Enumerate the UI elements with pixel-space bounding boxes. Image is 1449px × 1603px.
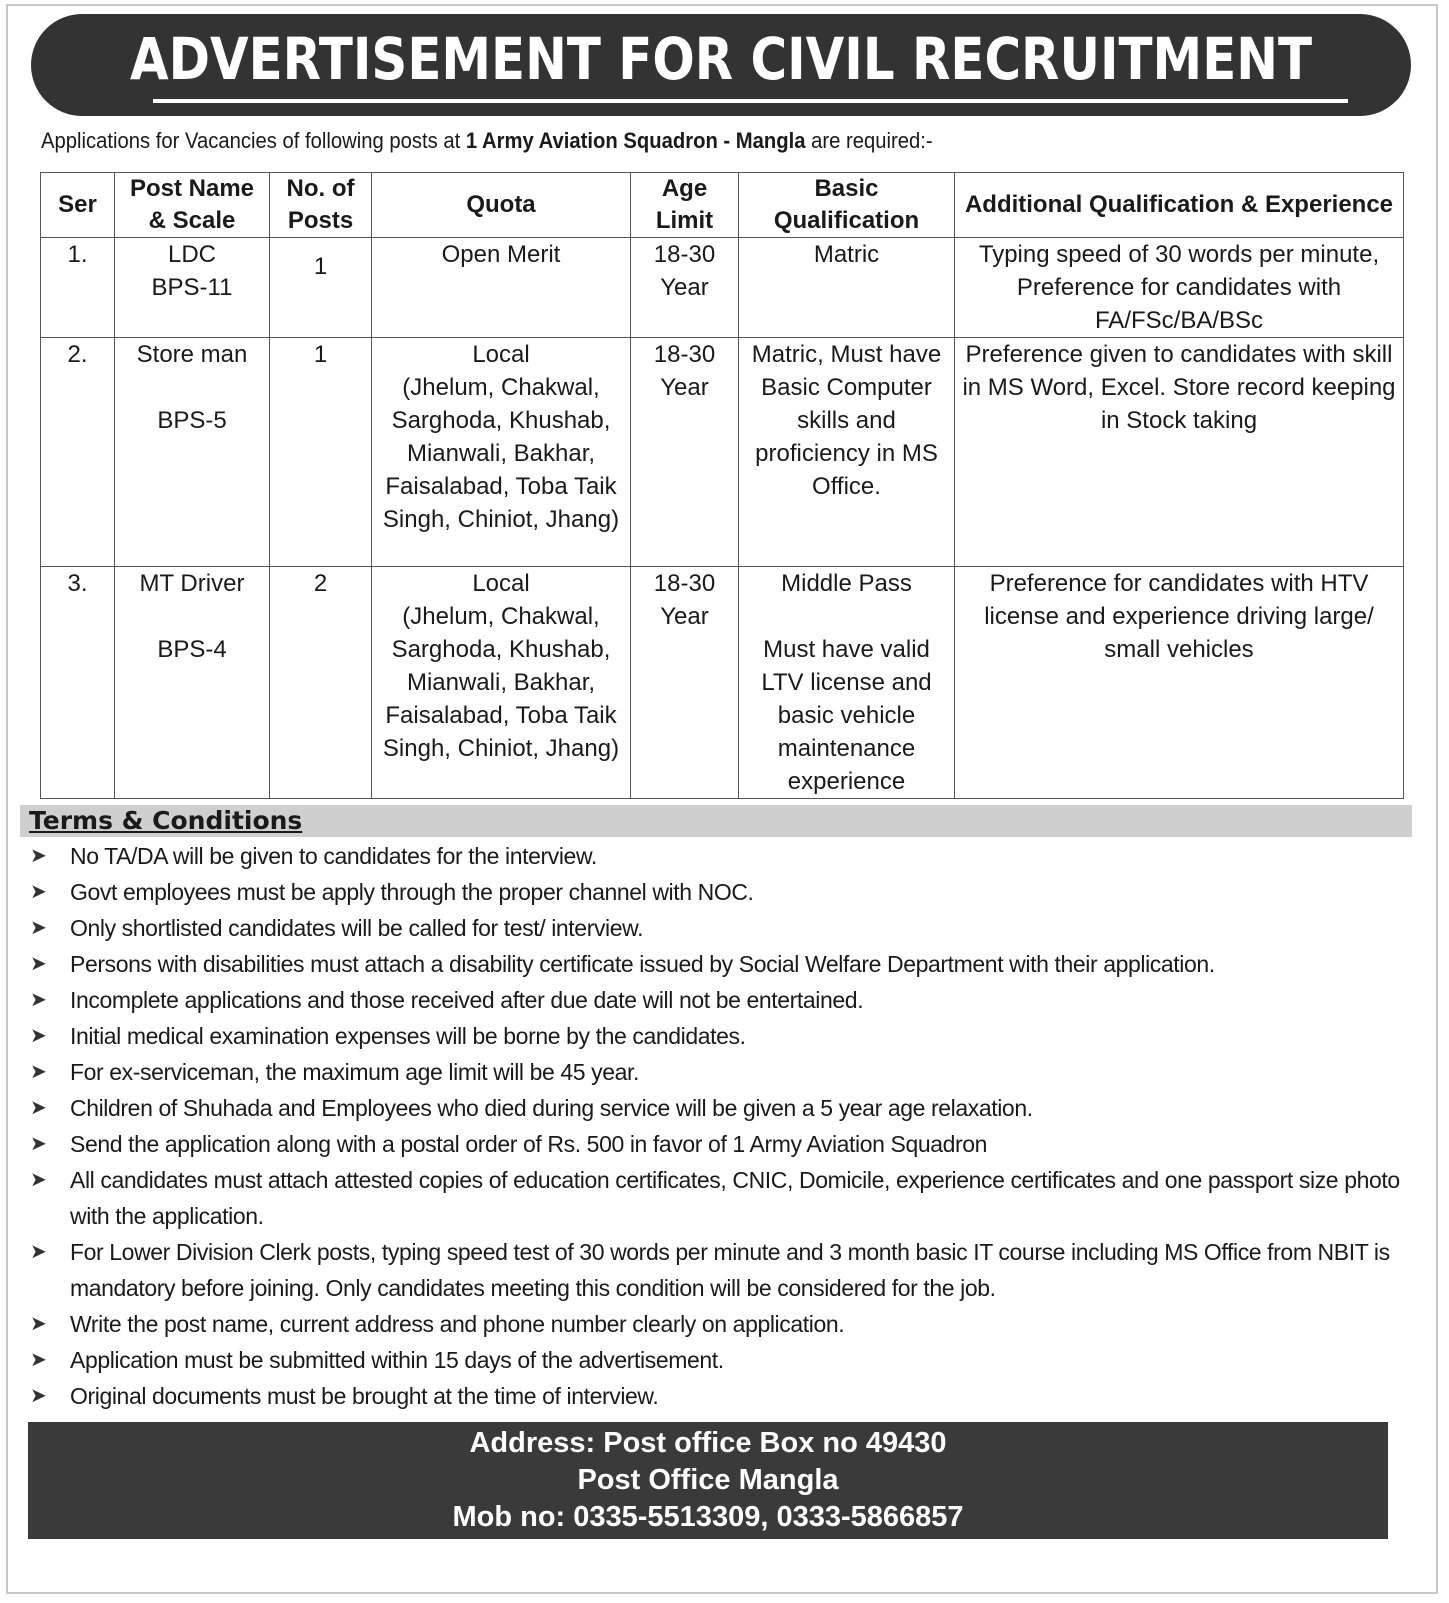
term-text: All candidates must attach attested copies of education certificates, CNIC, Domicile, experience certificates and one passport size photo with the application. [70,1167,1400,1229]
list-item [28,838,1408,874]
intro-suffix: are required:- [805,128,933,153]
cell-ser [41,338,115,567]
terms-list [28,838,1408,1414]
cell-age [631,338,739,567]
cell-ser [41,567,115,799]
arrowhead-bullet-icon: ➤ [30,1133,47,1155]
arrowhead-bullet-icon: ➤ [30,1241,47,1263]
cell-posts [270,238,372,338]
intro-unit: 1 Army Aviation Squadron - Mangla [465,128,806,153]
table-row [41,338,1404,567]
list-item [28,1090,1408,1126]
header-additional-qualification: Additional Qualification & Experience [955,173,1404,238]
list-item [28,946,1408,982]
arrowhead-bullet-icon: ➤ [30,1385,47,1407]
ser-text: 1. [67,241,88,268]
term-text: For Lower Division Clerk posts, typing speed test of 30 words per minute and 3 month basic IT course including MS Office from NBIT is mandatory before joining. Only candidates meeting this condition will be considered for the job. [70,1239,1390,1301]
cell-additional [955,567,1404,799]
list-item [28,1306,1408,1342]
age-text: 18-30 Year [653,570,716,630]
terms-title: Terms & Conditions [29,806,303,835]
header-quota: Quota [372,173,631,238]
cell-additional [955,238,1404,338]
posts-text: 1 [313,253,328,280]
cell-quota [372,567,631,799]
basic-text: Matric [813,241,880,268]
term-text: Persons with disabilities must attach a disability certificate issued by Social Welfare Department with their application. [70,951,1215,977]
cell-quota [372,238,631,338]
list-item [28,1342,1408,1378]
post-text: Store man BPS-5 [136,341,248,434]
posts-text: 2 [313,570,328,597]
arrowhead-bullet-icon: ➤ [30,1097,47,1119]
page-title: ADVERTISEMENT FOR CIVIL RECRUITMENT [129,25,1313,93]
quota-text: Local (Jhelum, Chakwal, Sarghoda, Khushab, Mianwali, Bakhar, Faisalabad, Toba Taik Singh, Chiniot, Jhang) [382,570,620,762]
arrowhead-bullet-icon: ➤ [30,845,47,867]
quota-text: Open Merit [441,241,561,268]
additional-text: Preference for candidates with HTV license and experience driving large/ small vehicles [984,570,1374,663]
cell-posts [270,567,372,799]
vacancy-table [40,172,1404,799]
term-text: Original documents must be brought at the time of interview. [70,1383,659,1409]
header-ser: Ser [41,173,115,238]
ser-text: 3. [67,570,88,597]
post-text: LDC BPS-11 [151,241,233,301]
cell-age [631,567,739,799]
cell-post [115,567,270,799]
term-text: No TA/DA will be given to candidates for the interview. [70,843,597,869]
cell-additional [955,338,1404,567]
title-underline [153,99,1348,103]
cell-post [115,238,270,338]
list-item [28,982,1408,1018]
intro-prefix: Applications for Vacancies of following posts at [41,128,466,153]
contact-footer [28,1422,1388,1539]
footer-address: Address: Post office Box no 49430 [469,1427,947,1459]
basic-text: Matric, Must have Basic Computer skills and proficiency in MS Office. [751,341,942,500]
header-age-limit: Age Limit [631,173,739,238]
cell-ser [41,238,115,338]
cell-basic [739,338,955,567]
arrowhead-bullet-icon: ➤ [30,881,47,903]
list-item [28,1126,1408,1162]
list-item [28,1018,1408,1054]
term-text: Incomplete applications and those received after due date will not be entertained. [70,987,864,1013]
header-post-name: Post Name & Scale [115,173,270,238]
list-item [28,1234,1408,1306]
list-item [28,1378,1408,1414]
cell-basic [739,238,955,338]
table-header-row [41,173,1404,238]
cell-quota [372,338,631,567]
age-text: 18-30 Year [653,241,716,301]
ser-text: 2. [67,341,88,368]
arrowhead-bullet-icon: ➤ [30,1169,47,1191]
quota-text: Local (Jhelum, Chakwal, Sarghoda, Khushab, Mianwali, Bakhar, Faisalabad, Toba Taik Singh, Chiniot, Jhang) [382,341,620,533]
term-text: Initial medical examination expenses will be borne by the candidates. [70,1023,746,1049]
age-text: 18-30 Year [653,341,716,401]
intro-line [41,128,933,154]
footer-mobile: Mob no: 0335-5513309, 0333-5866857 [452,1501,964,1533]
term-text: For ex-serviceman, the maximum age limit will be 45 year. [70,1059,640,1085]
additional-text: Preference given to candidates with skill in MS Word, Excel. Store record keeping in Stock taking [962,341,1396,434]
table-row [41,567,1404,799]
arrowhead-bullet-icon: ➤ [30,953,47,975]
list-item [28,910,1408,946]
term-text: Application must be submitted within 15 days of the advertisement. [70,1347,724,1373]
term-text: Send the application along with a postal order of Rs. 500 in favor of 1 Army Aviation Squadron [70,1131,988,1157]
cell-age [631,238,739,338]
header-no-of-posts: No. of Posts [270,173,372,238]
term-text: Only shortlisted candidates will be called for test/ interview. [70,915,644,941]
term-text: Write the post name, current address and phone number clearly on application. [70,1311,845,1337]
footer-post-office: Post Office Mangla [577,1464,839,1496]
term-text: Children of Shuhada and Employees who died during service will be given a 5 year age relaxation. [70,1095,1033,1121]
list-item [28,874,1408,910]
arrowhead-bullet-icon: ➤ [30,1061,47,1083]
list-item [28,1054,1408,1090]
additional-text: Typing speed of 30 words per minute, Preference for candidates with FA/FSc/BA/BSc [978,241,1380,334]
basic-text: Middle Pass Must have valid LTV license and basic vehicle maintenance experience [761,570,932,795]
arrowhead-bullet-icon: ➤ [30,989,47,1011]
posts-text: 1 [313,341,328,368]
header-basic-qualification: Basic Qualification [739,173,955,238]
cell-posts [270,338,372,567]
cell-basic [739,567,955,799]
table-row [41,238,1404,338]
title-banner [31,14,1411,116]
arrowhead-bullet-icon: ➤ [30,1313,47,1335]
list-item [28,1162,1408,1234]
cell-post [115,338,270,567]
post-text: MT Driver BPS-4 [139,570,245,663]
term-text: Govt employees must be apply through the proper channel with NOC. [70,879,754,905]
arrowhead-bullet-icon: ➤ [30,1349,47,1371]
arrowhead-bullet-icon: ➤ [30,1025,47,1047]
arrowhead-bullet-icon: ➤ [30,917,47,939]
